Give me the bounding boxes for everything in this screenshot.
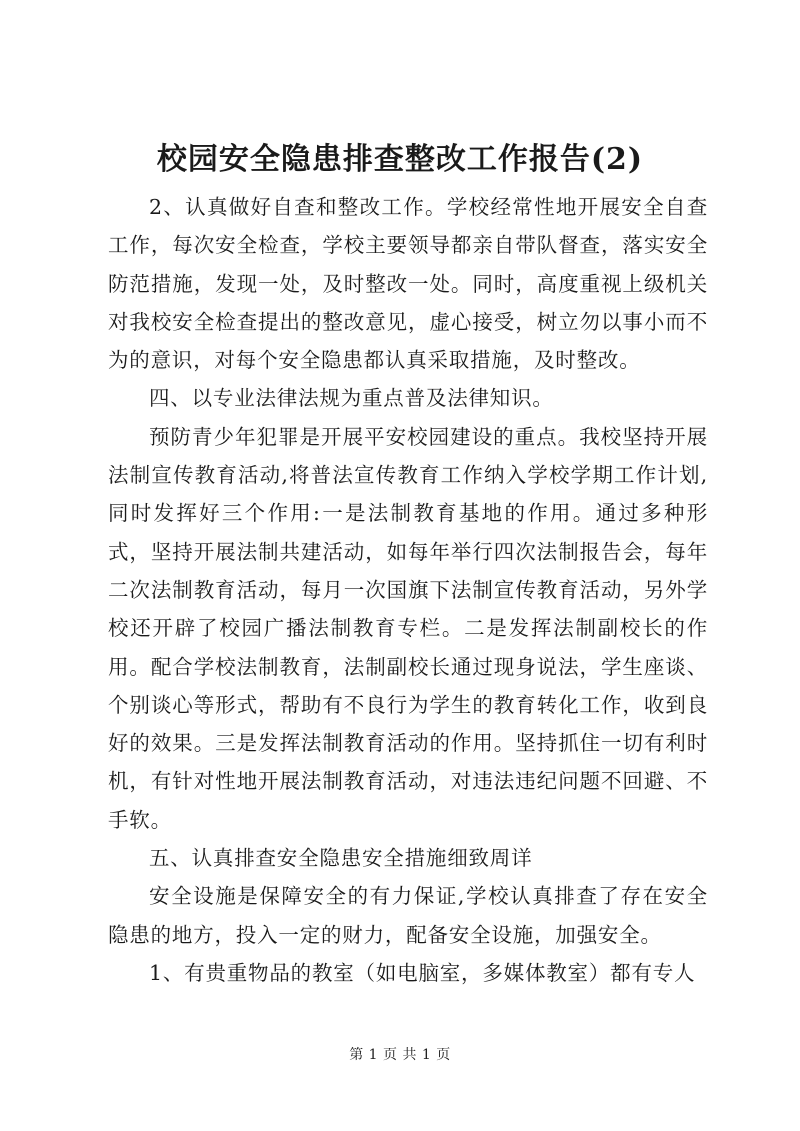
document-title: 校园安全隐患排查整改工作报告(2) <box>156 142 644 177</box>
paragraph-self-inspection: 2、认真做好自查和整改工作。学校经常性地开展安全自查工作，每次安全检查，学校主要领导都亲自带队督查，落实安全防范措施，发现一处，及时整改一处。同时，高度重视上级机关对我校安全检查提出的整改意见，虚心接受，树立勿以事小而不为的意识，对每个安全隐患都认真采取措施，及时整改。 <box>108 195 708 373</box>
heading-section-five: 五、认真排查安全隐患安全措施细致周详 <box>149 846 533 871</box>
document-body <box>108 188 708 992</box>
page-number-footer: 第 1 页 共 1 页 <box>349 1047 451 1063</box>
paragraph-valuable-classrooms: 1、有贵重物品的教室（如电脑室，多媒体教室）都有专人 <box>149 960 696 985</box>
paragraph-legal-education: 预防青少年犯罪是开展平安校园建设的重点。我校坚持开展法制宣传教育活动,将普法宣传教育工作纳入学校学期工作计划,同时发挥好三个作用:一是法制教育基地的作用。通过多种形式，坚持开展法制共建活动，如每年举行四次法制报告会，每年二次法制教育活动，每月一次国旗下法制宣传教育活动，另外学校还开辟了校园广播法制教育专栏。二是发挥法制副校长的作用。配合学校法制教育，法制副校长通过现身说法，学生座谈、个别谈心等形式，帮助有不良行为学生的教育转化工作，收到良好的效果。三是发挥法制教育活动的作用。坚持抓住一切有利时机，有针对性地开展法制教育活动，对违法违纪问题不回避、不手软。 <box>108 424 708 832</box>
paragraph-safety-facilities: 安全设施是保障安全的有力保证,学校认真排查了存在安全隐患的地方，投入一定的财力，配备安全设施，加强安全。 <box>108 884 708 947</box>
heading-section-four: 四、以专业法律法规为重点普及法律知识。 <box>149 386 554 411</box>
